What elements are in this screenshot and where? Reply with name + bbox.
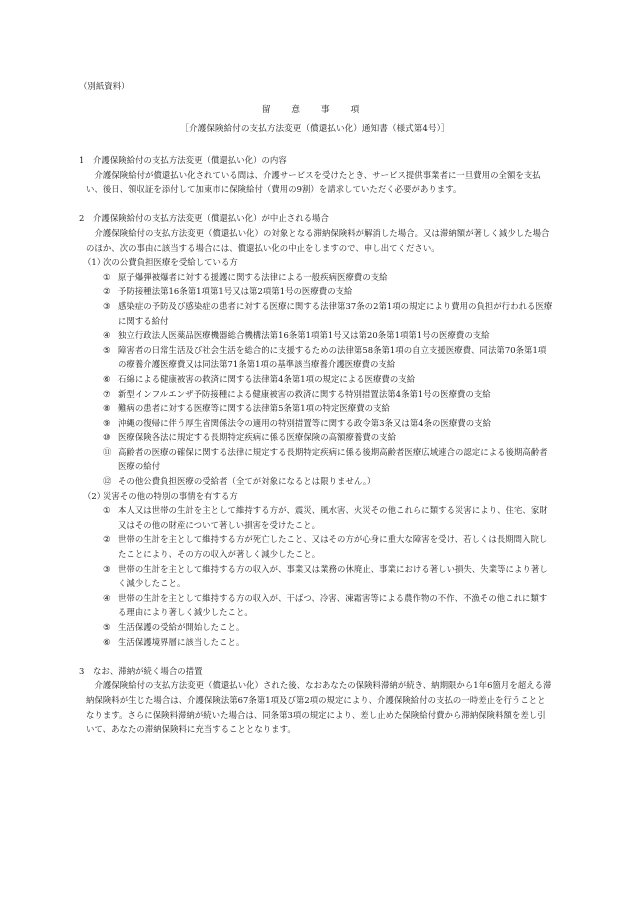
special-circumstances-list [79,503,553,649]
subsection-label: 災害その他の特別の事情を有する方 [103,490,238,501]
section-number: 3 [79,665,85,676]
public-medical-list [79,270,553,489]
document-title: 留 意 事 項 [261,105,369,115]
list-item [79,635,553,650]
item-text: 予防接種法第16条第1項第1号又は第2項第1号の医療費の支給 [118,286,353,297]
list-item [79,343,553,372]
item-text: 生活保護の受給が開始したこと。 [118,622,245,632]
list-item [79,445,553,474]
subsection-number: （1） [83,257,106,268]
list-item [79,620,553,635]
list-item [79,562,553,591]
item-text: 新型インフルエンザ予防接種による健康被害の救済に関する特別措置法第4条第1号の医療費の支給 [118,388,491,399]
item-number: ④ [103,592,111,603]
item-text: 沖縄の復帰に伴う厚生省関係法令の適用の特別措置等に関する政令第3条又は第4条の医療費の支給 [118,417,492,428]
item-number: ⑧ [103,403,111,414]
section-paragraph: 介護保険給付が償還払い化されている間は、介護サービスを受けたとき、サービス提供事業者に一旦費用の全額を支払い、後日、領収証を添付して加東市に保険給付（費用の9割）を請求していただく必要があります。 [86,169,541,195]
list-item [79,299,553,328]
item-text: 本人又は世帯の生計を主として維持する方が、震災、風水害、火災その他これらに類する災害により、住宅、家財又はその他の財産について著しい損害を受けたこと。 [118,505,548,530]
item-text: 石綿による健康被害の救済に関する法律第4条第1項の規定による医療費の支給 [118,373,416,384]
list-item [79,532,553,561]
item-number: ① [103,271,111,282]
item-number: ⑤ [103,622,111,632]
list-item [79,401,553,416]
item-text: 高齢者の医療の確保に関する法律に規定する長期特定疾病に係る後期高齢者医療広域連合の認定による後期高齢者医療の給付 [118,446,548,472]
annex-label: （別紙資料） [79,81,130,91]
item-number: ② [103,286,111,297]
subsection-heading [79,489,553,504]
list-item [79,430,553,445]
section-heading [79,153,553,168]
section-paragraph: 介護保険給付の支払方法変更（償還払い化）の対象となる滞納保険料が解消した場合。又は滞納額が著しく減少した場合のほか、次の事由に該当する場合には、償還払い化の中止をしますので、申し出てください。 [86,227,550,253]
item-number: ⑥ [103,636,111,647]
item-text: 障害者の日常生活及び社会生活を総合的に支援するための法律第58条第1項の自立支援医療費、同法第70条第1項の療養介護医療費又は同法第71条第1項の基準該当療養介護医療費の支給 [118,344,547,370]
item-number: ⑦ [103,388,111,399]
item-number: ③ [103,300,111,311]
section-heading [79,211,553,226]
item-text: 世帯の生計を主として維持する方の収入が、事業又は業務の休廃止、事業における著しい損失、失業等により著しく減少したこと。 [118,563,548,589]
item-text: 原子爆弾被爆者に対する援護に関する法律による一般疾病医療費の支給 [118,271,388,282]
item-number: ① [103,505,111,516]
list-item [79,474,553,489]
item-text: その他公費負担医療の受給者（全てが対象になるとは限りません。） [118,476,376,487]
item-text: 生活保護境界層に該当したこと。 [118,636,245,647]
subsection-number: （2） [83,490,106,501]
section-heading [79,664,553,679]
section-2 [79,211,553,649]
section-title: 介護保険給付の支払方法変更（償還払い化）が中止される場合 [93,213,329,224]
list-item [79,270,553,285]
item-number: ⑩ [103,432,111,443]
item-text: 感染症の予防及び感染症の患者に対する医療に関する法律第37条の2第1項の規定により費用の負担が行われる医療に関する給付 [118,300,553,326]
item-number: ⑨ [103,417,111,428]
list-item [79,591,553,620]
list-item [79,328,553,343]
item-number: ③ [103,563,111,574]
section-number: 1 [79,155,85,165]
item-text: 世帯の生計を主として維持する方が死亡したこと、又はその方が心身に重大な障害を受け、若しくは長期間入院したことにより、その方の収入が著しく減少したこと。 [118,534,548,560]
document-body [79,153,553,737]
item-number: ⑫ [103,476,112,487]
item-number: ④ [103,330,111,341]
item-number: ⑥ [103,373,111,384]
item-text: 独立行政法人医薬品医療機器総合機構法第16条第1項第1号又は第20条第1項第1号の医療費の支給 [118,330,490,341]
section-paragraph: 介護保険給付の支払方法変更（償還払い化）された後、なおあなたの保険料滞納が続き、納期限から1年6箇月を超える滞納保険料が生じた場合は、介護保険法第67条第1項及び第2項の規定により、介護保険給付の支払の一時差止を行うこととなります。さらに保険料滞納が続いた場合は、同条第3項の規定により、差し止めた保険給付費から滞納保険料額を差し引いて、あなたの滞納保険料に充当することとなります。 [86,680,552,735]
list-item [79,503,553,532]
list-item [79,284,553,299]
list-item [79,416,553,431]
list-item [79,372,553,387]
item-number: ② [103,534,111,545]
item-text: 医療保険各法に規定する長期特定疾病に係る医療保険の高額療養費の支給 [118,432,397,443]
section-title: 介護保険給付の支払方法変更（償還払い化）の内容 [93,155,287,165]
section-1 [79,153,553,197]
item-number: ⑪ [103,446,112,457]
item-text: 世帯の生計を主として維持する方の収入が、干ばつ、冷害、凍霜害等による農作物の不作、不漁その他これに類する理由により著しく減少したこと。 [118,592,548,618]
section-3 [79,664,553,737]
item-number: ⑤ [103,344,111,355]
subsection-label: 次の公費負担医療を受給している方 [103,257,238,268]
section-title: なお、滞納が続く場合の措置 [93,665,203,676]
list-item [79,387,553,402]
item-text: 難病の患者に対する医療等に関する法律第5条第1項の特定医療費の支給 [118,403,390,414]
document-subtitle: ［介護保険給付の支払方法変更（償還払い化）通知書（様式第4号）］ [180,124,450,134]
subsection-heading [79,255,553,270]
section-number: 2 [79,213,85,224]
